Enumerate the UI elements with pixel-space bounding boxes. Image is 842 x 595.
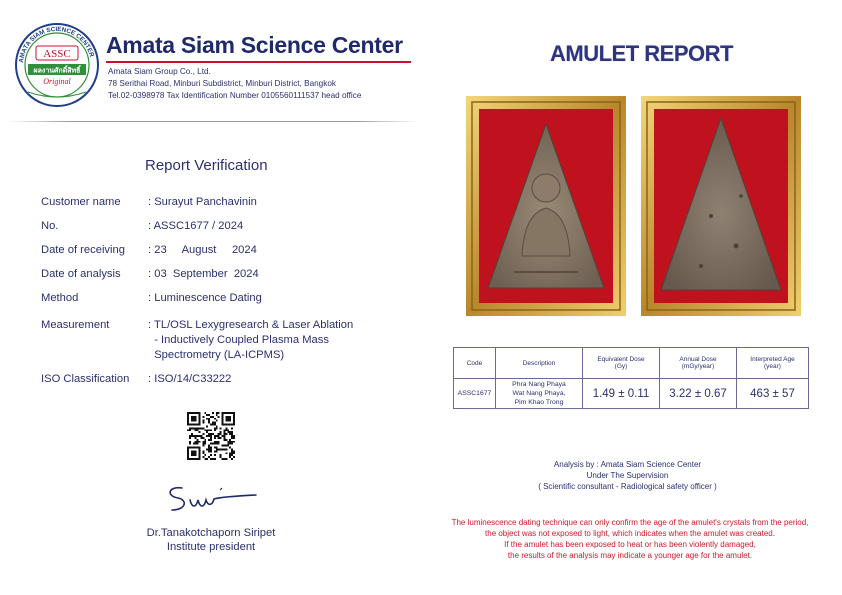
value-customer-name: : Surayut Panchavinin (148, 196, 257, 208)
header-separator (8, 121, 418, 122)
col-equivalent-dose: Equivalent Dose (Gy) (583, 348, 660, 379)
cell-equivalent-dose: 1.49 ± 0.11 (583, 379, 660, 409)
company-title: Amata Siam Science Center (106, 32, 403, 58)
amulet-front-photo (466, 96, 626, 316)
label-customer-name: Customer name (41, 196, 121, 208)
label-method: Method (41, 292, 79, 304)
value-measurement-line1: : TL/OSL Lexygresearch & Laser Ablation (148, 319, 354, 331)
label-iso: ISO Classification (41, 373, 130, 385)
report-verification-title: Report Verification (145, 157, 268, 174)
label-date-analysis: Date of analysis (41, 268, 121, 280)
signature (160, 480, 260, 520)
value-method: : Luminescence Dating (148, 292, 262, 304)
cell-interpreted-age: 463 ± 57 (737, 379, 809, 409)
analysis-supervision: Under The Supervision (586, 471, 669, 480)
logo-brand: ผลงานศักดิ์สิทธิ์ (33, 66, 81, 75)
col-description: Description (496, 348, 583, 379)
disclaimer-line3: If the amulet has been exposed to heat or has been violently damaged, (504, 540, 756, 549)
table-header-row (454, 348, 809, 379)
logo-abbr: ASSC (43, 48, 71, 60)
value-measurement-line2: - Inductively Coupled Plasma Mass (148, 334, 329, 346)
disclaimer-line1: The luminescence dating technique can only confirm the age of the amulet's crystals from the period, (451, 518, 809, 527)
signer-name: Dr.Tanakotchaporn Siripet (146, 527, 276, 539)
disclaimer-line2: the object was not exposed to light, which indicates when the amulet was created. (485, 529, 775, 538)
results-table (453, 347, 809, 409)
cell-annual-dose: 3.22 ± 0.67 (660, 379, 737, 409)
assc-logo (14, 22, 100, 108)
signer-role: Institute president (166, 541, 256, 553)
value-report-no: : ASSC1677 / 2024 (148, 220, 244, 232)
value-date-receiving: : 23 August 2024 (148, 244, 257, 256)
company-contact: Tel.02-0398978 Tax Identification Number 0105560111537 head office (108, 91, 362, 100)
value-date-analysis: : 03 September 2024 (148, 268, 259, 280)
company-address: 78 Serithai Road, Minburi Subdistrict, Minburi District, Bangkok (108, 79, 336, 88)
header-divider (106, 61, 411, 63)
disclaimer-line4: the results of the analysis may indicate a younger age for the amulet. (507, 551, 753, 560)
cell-description: Phra Nang Phaya Wat Nang Phaya, Pim Khao Trong (496, 379, 583, 409)
logo-tagline: Original (43, 77, 71, 86)
col-interpreted-age: Interpreted Age (year) (737, 348, 809, 379)
analysis-consultant: ( Scientific consultant - Radiological safety officer ) (538, 482, 717, 491)
label-report-no: No. (41, 220, 59, 232)
amulet-back-photo (641, 96, 801, 316)
value-iso: : ISO/14/C33222 (148, 373, 232, 385)
analysis-by: Analysis by : Amata Siam Science Center (553, 460, 702, 469)
cell-code: ASSC1677 (454, 379, 496, 409)
table-row (454, 379, 809, 409)
qr-code[interactable] (187, 412, 235, 460)
col-code: Code (454, 348, 496, 379)
value-measurement-line3: Spectrometry (LA-ICPMS) (148, 349, 285, 361)
label-measurement: Measurement (41, 319, 110, 331)
company-group: Amata Siam Group Co., Ltd. (108, 67, 211, 76)
col-annual-dose: Annual Dose (mGy/year) (660, 348, 737, 379)
logo-ring-text: AMATA SIAM SCIENCE CENTER (18, 25, 95, 64)
amulet-report-title: AMULET REPORT (550, 41, 733, 66)
label-date-receiving: Date of receiving (41, 244, 125, 256)
